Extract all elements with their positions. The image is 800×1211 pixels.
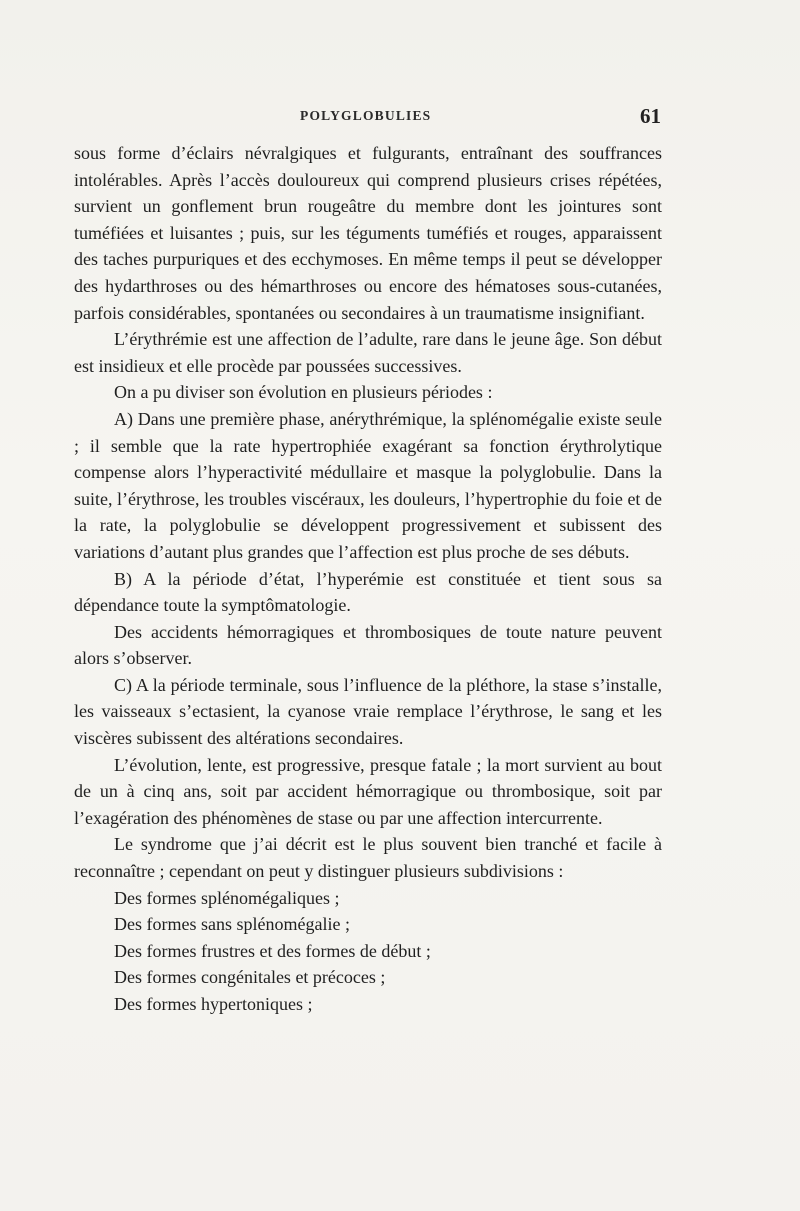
running-title: POLYGLOBULIES: [300, 108, 432, 123]
running-head: [0, 104, 800, 132]
paragraph-continuation: sous forme d’éclairs névralgiques et fulgurants, entraînant des souffrances intolérables. Après l’accès douloureux qui comprend plusieurs crises répétées, survient un gonflement brun rougeâtre du membre dont les jointures sont tuméfiées et luisantes ; puis, sur les téguments tuméfiés et rouges, apparaissent des taches purpuriques et des ecchymoses. En même temps il peut se développer des hydarthroses ou des hémarthroses ou encore des hématoses sous-cutanées, parfois considérables, spontanées ou secondaires à un traumatisme insignifiant.: [74, 143, 662, 323]
list-item: Des formes congénitales et précoces ;: [114, 967, 386, 988]
paragraph-period-b: B) A la période d’état, l’hyperémie est constituée et tient sous sa dépendance toute la symptômatologie.: [74, 568, 662, 616]
paragraph-period-a: A) Dans une première phase, anérythrémique, la splénomégalie existe seule ; il semble que la rate hypertrophiée exagérant sa fonction érythrolytique compense alors l’hyperactivité médullaire et masque la polyglobulie. Dans la suite, l’érythrose, les troubles viscéraux, les douleurs, l’hypertrophie du foie et de la rate, la polyglobulie se développent progressivement et subissent des variations d’autant plus grandes que l’affection est plus proche de ses débuts.: [74, 408, 662, 562]
paragraph-evolution: L’évolution, lente, est progressive, presque fatale ; la mort survient au bout de un à cinq ans, soit par accident hémorragique ou thrombosique, soit par l’exagération des phénomènes de stase ou par une affection intercurrente.: [74, 754, 662, 828]
paragraph-syndrome: Le syndrome que j’ai décrit est le plus souvent bien tranché et facile à reconnaître ; cependant on peut y distinguer plusieurs subdivisions :: [74, 834, 662, 882]
paragraph-erythremie-age: L’érythrémie est une affection de l’adulte, rare dans le jeune âge. Son début est insidieux et elle procède par poussées successives.: [74, 329, 662, 376]
list-item: Des formes sans splénomégalie ;: [114, 914, 350, 935]
list-item: Des formes splénomégaliques ;: [114, 887, 340, 908]
body-text: [74, 140, 662, 1018]
list-item: Des formes hypertoniques ;: [114, 994, 313, 1014]
page-number: 61: [640, 104, 661, 128]
paragraph-periods-intro: On a pu diviser son évolution en plusieurs périodes :: [114, 382, 493, 403]
paragraph-accidents: Des accidents hémorragiques et thrombosiques de toute nature peuvent alors s’observer.: [74, 621, 662, 669]
paragraph-period-c: C) A la période terminale, sous l’influence de la pléthore, la stase s’installe, les vaisseaux s’ectasient, la cyanose vraie remplace l’érythrose, le sang et les viscères subissent des altérations secondaires.: [74, 674, 662, 749]
list-item: Des formes frustres et des formes de début ;: [114, 940, 431, 961]
